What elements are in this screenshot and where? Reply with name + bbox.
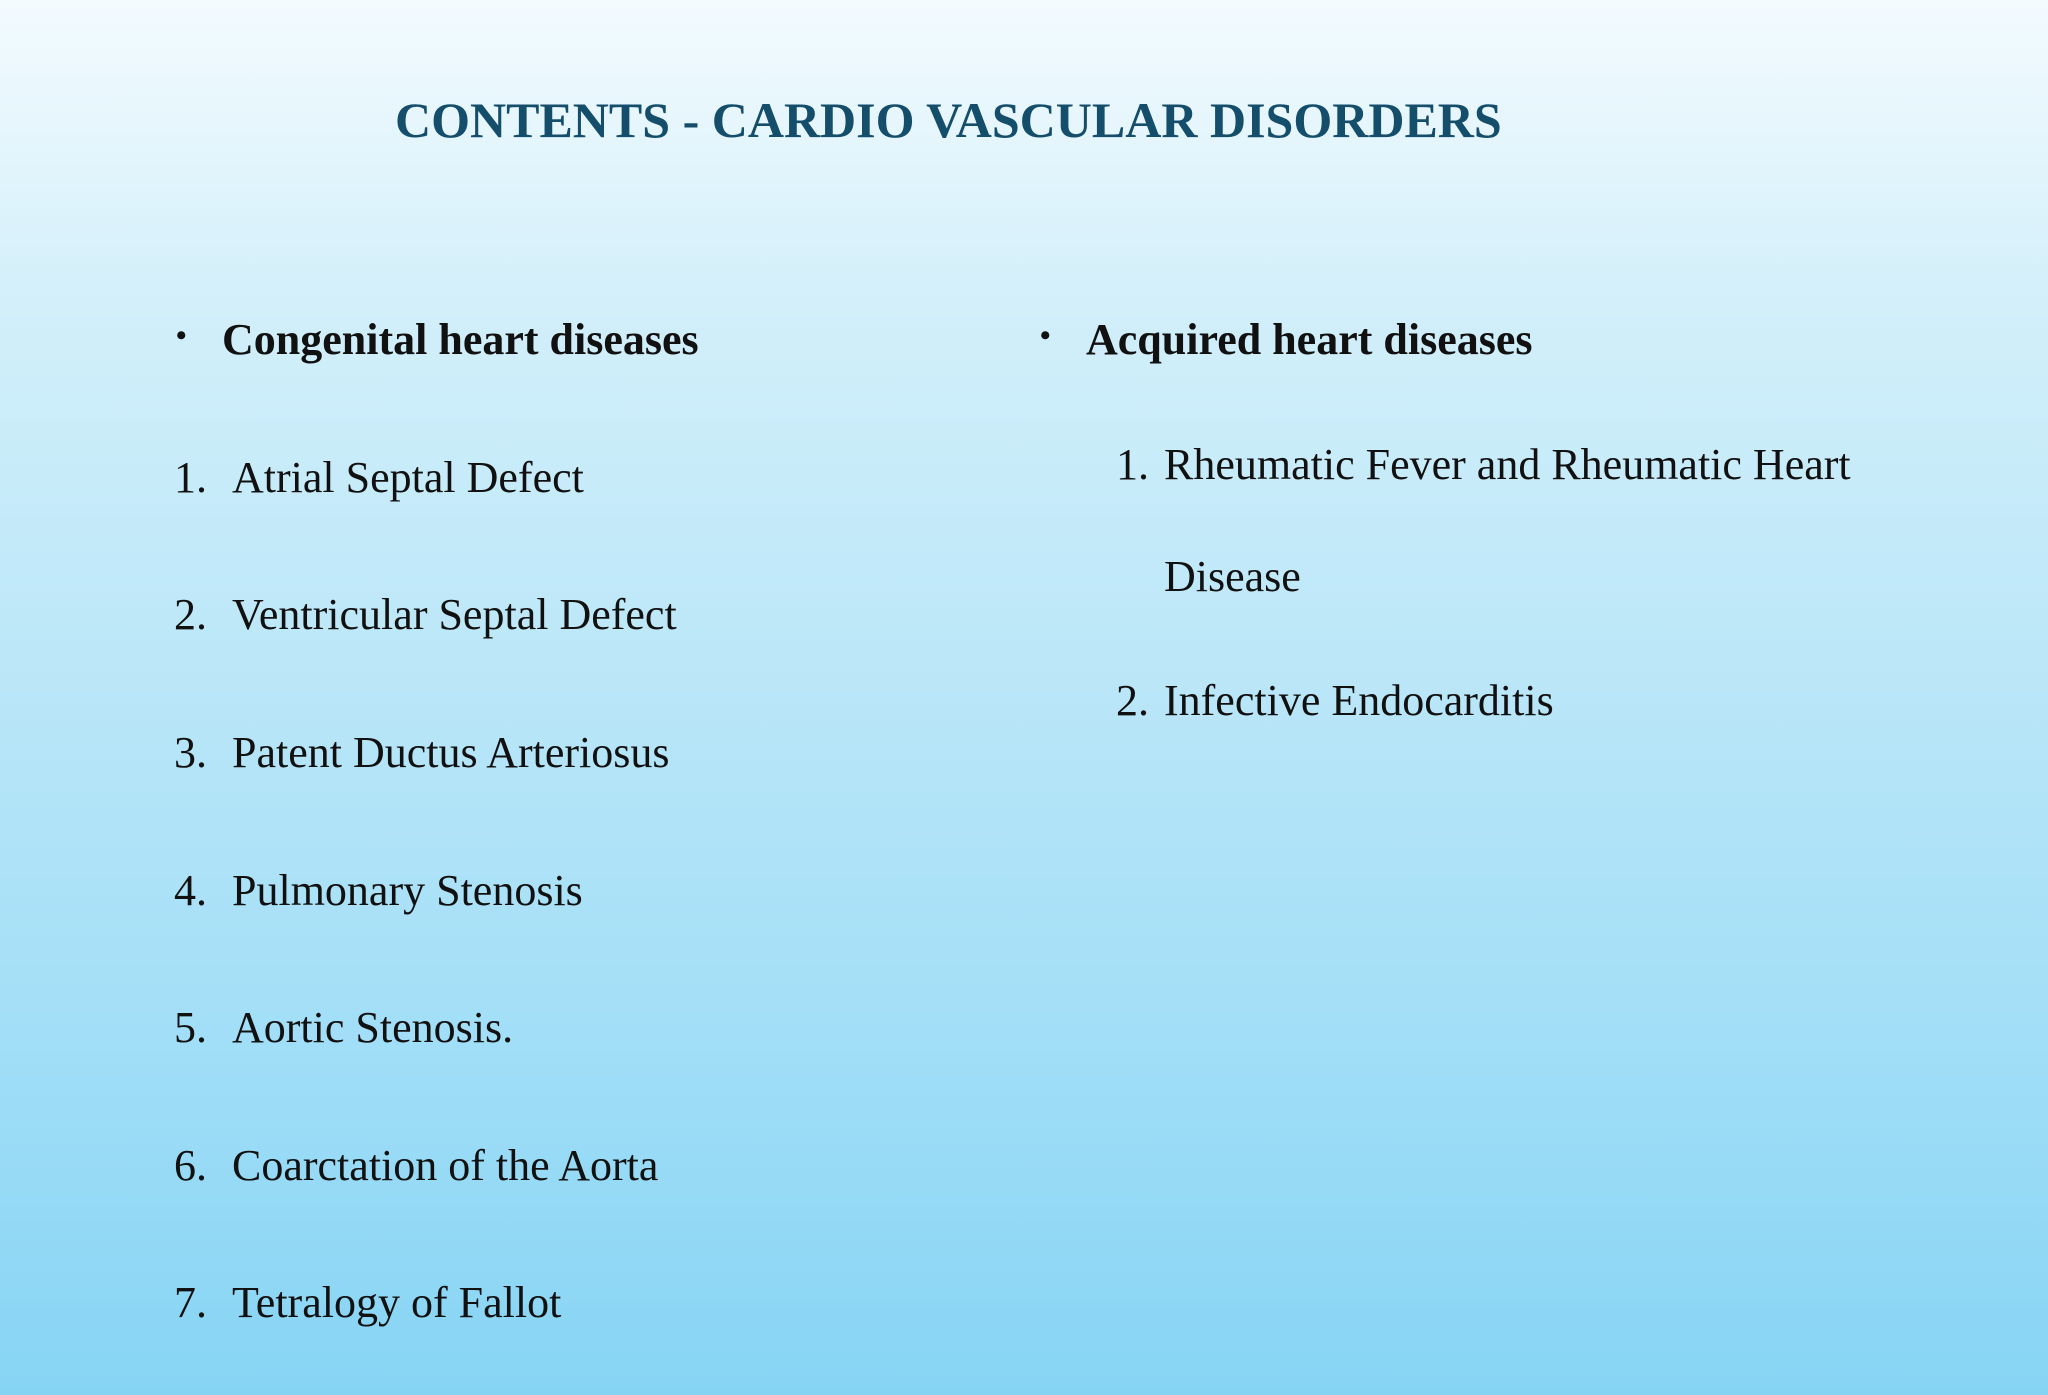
- list-item-text: Pulmonary Stenosis: [232, 866, 583, 915]
- list-item-text: Patent Ductus Arteriosus: [232, 728, 670, 777]
- list-item-number: 6.: [174, 1141, 207, 1190]
- list-item-text: Aortic Stenosis.: [232, 1003, 514, 1052]
- acquired-heading-text: Acquired heart diseases: [1086, 315, 1533, 364]
- list-item-number: 2.: [1116, 676, 1149, 725]
- list-item-number: 1.: [1116, 440, 1149, 489]
- slide-title: CONTENTS - CARDIO VASCULAR DISORDERS: [395, 92, 1502, 148]
- list-item-text: Ventricular Septal Defect: [232, 590, 677, 639]
- list-item-text: Infective Endocarditis: [1164, 676, 1554, 725]
- list-item-text: Rheumatic Fever and Rheumatic Heart: [1164, 440, 1851, 489]
- list-item-number: 1.: [174, 453, 207, 502]
- list-item-number: 3.: [174, 728, 207, 777]
- list-item-number: 2.: [174, 590, 207, 639]
- list-item-number: 4.: [174, 866, 207, 915]
- congenital-heading-text: Congenital heart diseases: [222, 315, 699, 364]
- list-item-number: 7.: [174, 1278, 207, 1327]
- list-item-number: 5.: [174, 1003, 207, 1052]
- bullet-icon: •: [1040, 319, 1051, 352]
- list-item-text: Atrial Septal Defect: [232, 453, 584, 502]
- list-item-text: Coarctation of the Aorta: [232, 1141, 659, 1190]
- list-item-text: Disease: [1164, 552, 1301, 601]
- list-item-text: Tetralogy of Fallot: [232, 1278, 562, 1327]
- bullet-icon: •: [176, 319, 187, 352]
